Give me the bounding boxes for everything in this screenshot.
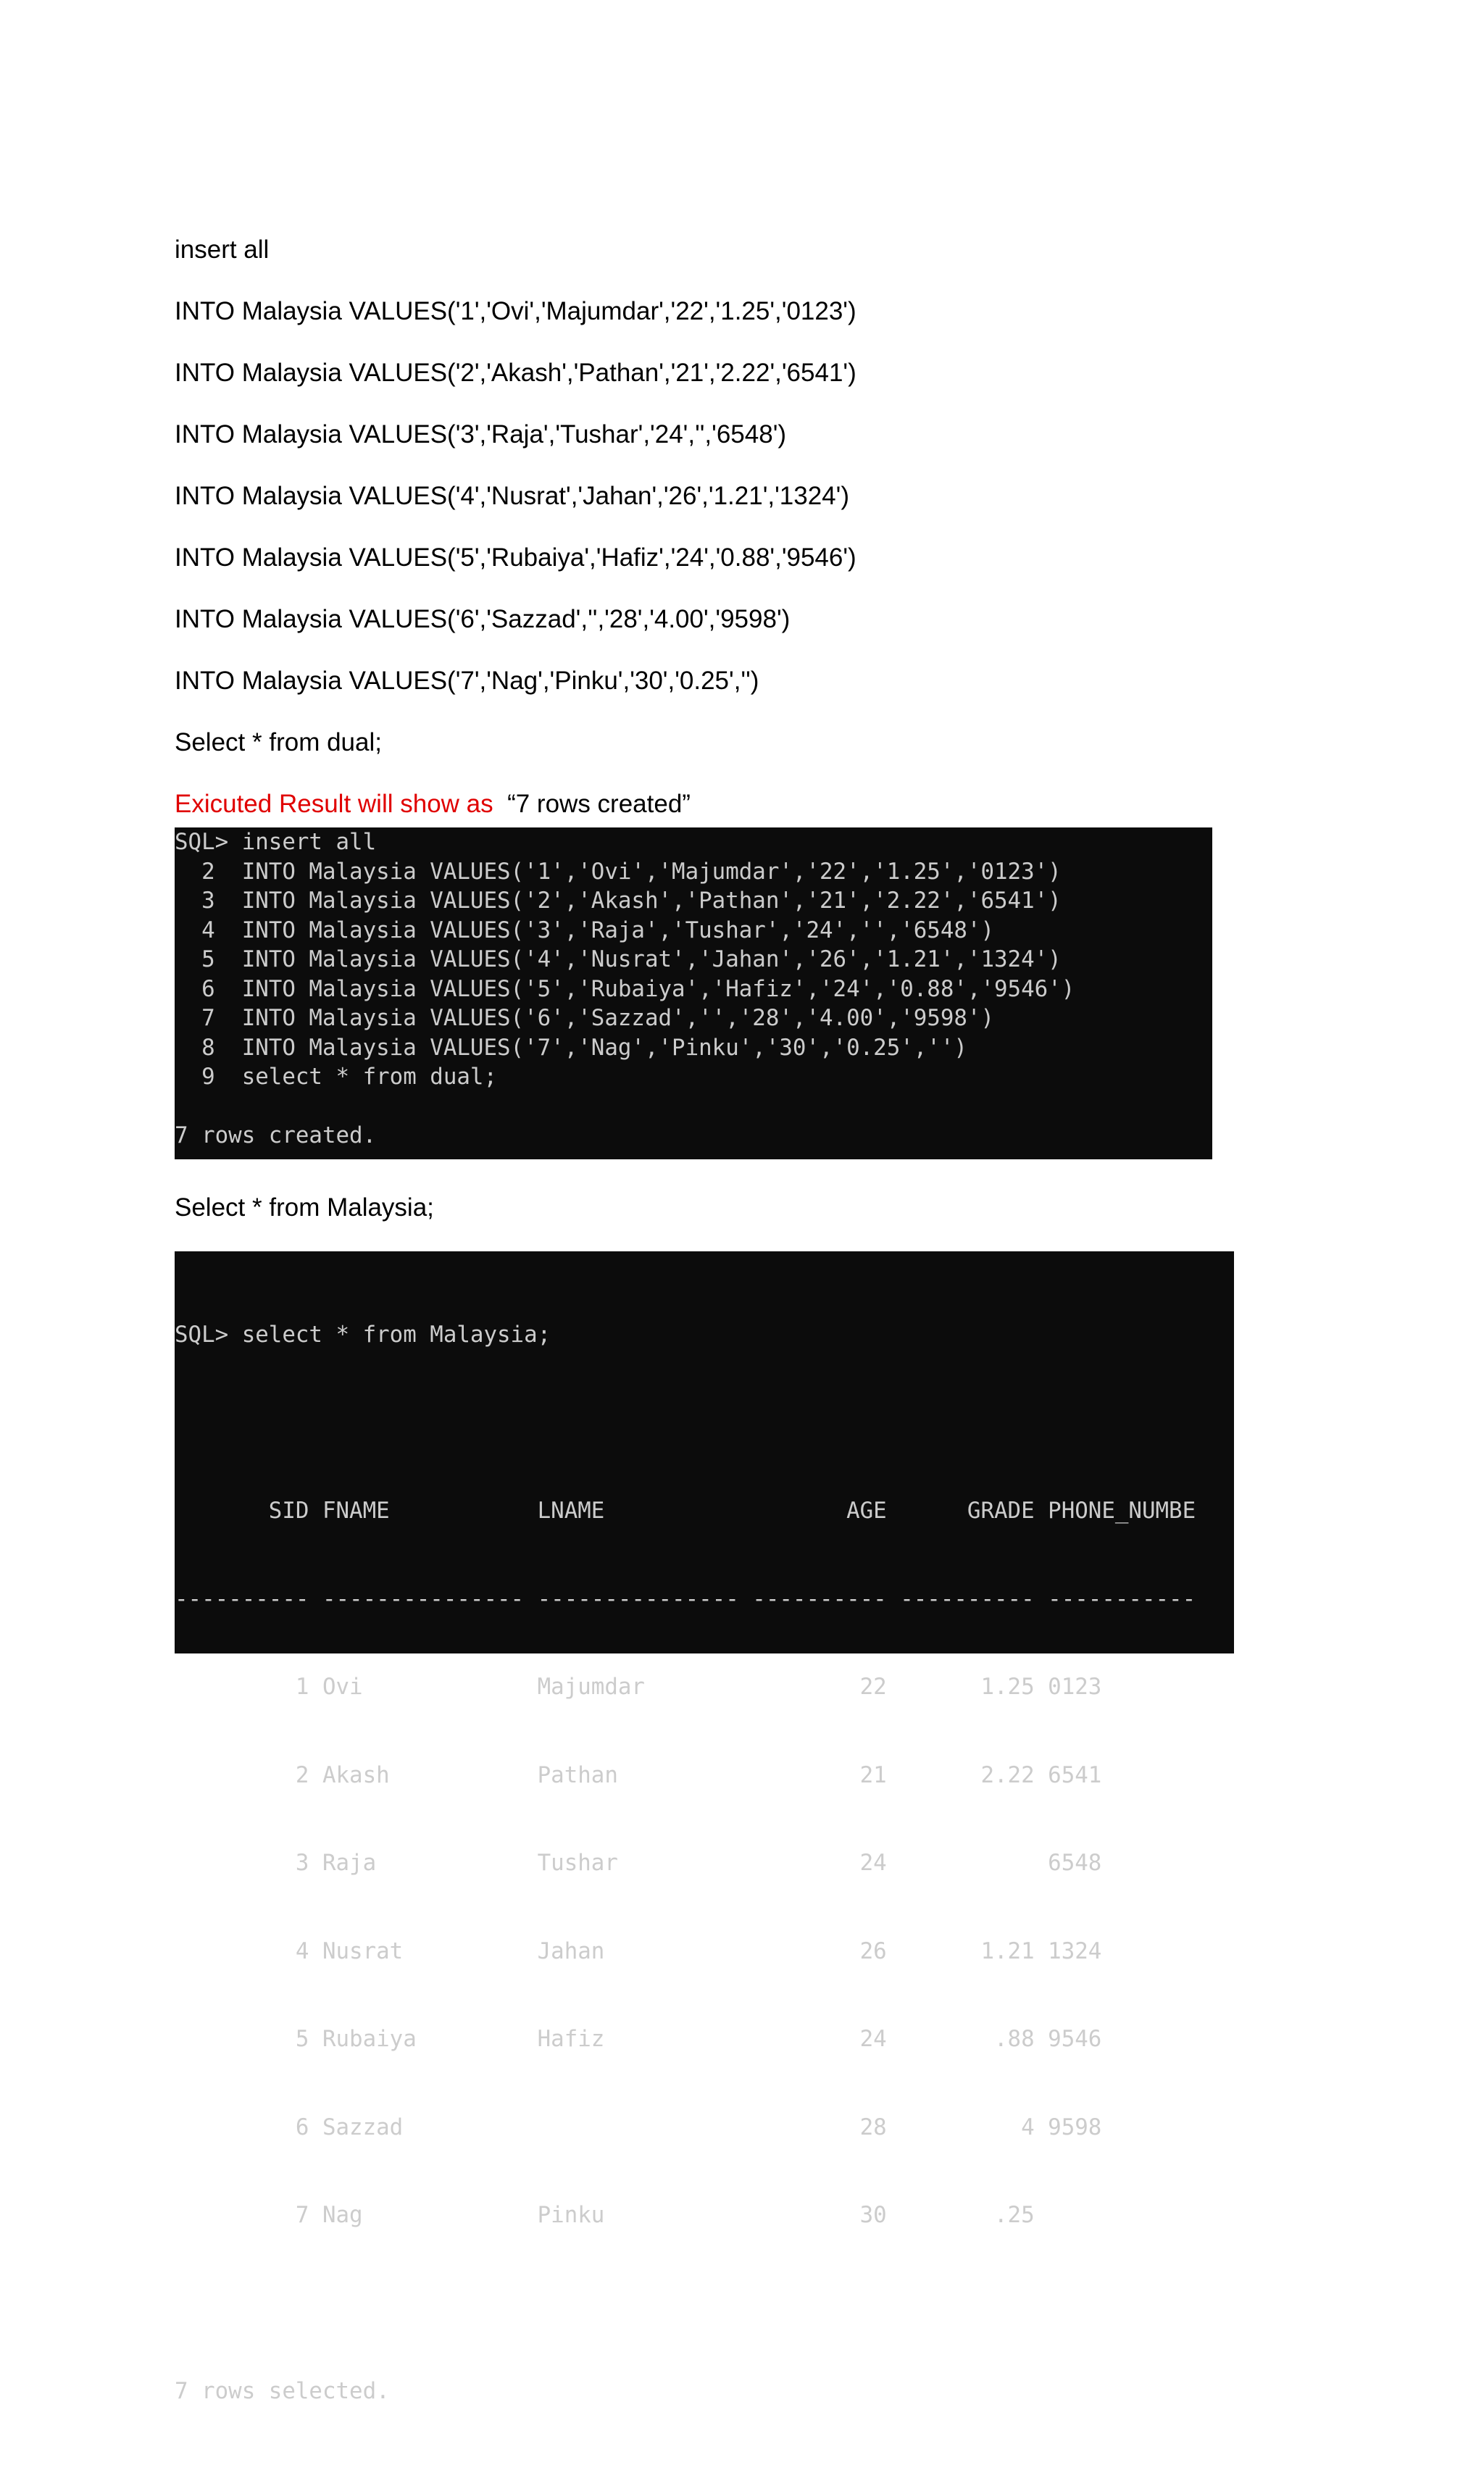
into-line-2: INTO Malaysia VALUES('2','Akash','Pathan','21','2.22','6541') — [175, 359, 856, 387]
terminal-footer: 7 rows selected. — [175, 2378, 390, 2404]
terminal-line: 6 INTO Malaysia VALUES('5','Rubaiya','Hafiz','24','0.88','9546') — [175, 975, 1075, 1002]
table-row: 3 Raja Tushar 24 6548 — [175, 1850, 1102, 1876]
into-line-3: INTO Malaysia VALUES('3','Raja','Tushar','24','','6548') — [175, 420, 787, 449]
terminal-insert-lines — [175, 827, 1075, 1151]
terminal-line: 7 rows created. — [175, 1122, 377, 1148]
into-line-1: INTO Malaysia VALUES('1','Ovi','Majumdar','22','1.25','0123') — [175, 297, 856, 325]
table-row: 7 Nag Pinku 30 .25 — [175, 2202, 1035, 2228]
table-row: 1 Ovi Majumdar 22 1.25 0123 — [175, 1674, 1102, 1700]
insert-all-text: insert all — [175, 235, 270, 264]
terminal-line: 2 INTO Malaysia VALUES('1','Ovi','Majumdar','22','1.25','0123') — [175, 858, 1062, 885]
terminal-prompt: SQL> insert all — [175, 829, 377, 855]
into-line-7: INTO Malaysia VALUES('7','Nag','Pinku','30','0.25','') — [175, 667, 759, 695]
table-row: 4 Nusrat Jahan 26 1.21 1324 — [175, 1938, 1102, 1964]
terminal-blank — [175, 1409, 1196, 1438]
terminal-line: 9 select * from dual; — [175, 1064, 497, 1090]
result-note — [175, 790, 691, 819]
table-header: SID FNAME LNAME AGE GRADE PHONE_NUMBE — [175, 1498, 1196, 1524]
terminal-blank — [175, 2289, 1196, 2319]
result-note-red: Exicuted Result will show as — [175, 790, 493, 818]
terminal-line: 8 INTO Malaysia VALUES('7','Nag','Pinku','30','0.25','') — [175, 1034, 967, 1061]
terminal-line: 5 INTO Malaysia VALUES('4','Nusrat','Jahan','26','1.21','1324') — [175, 946, 1062, 972]
select-dual-text: Select * from dual; — [175, 728, 382, 756]
terminal-line: 3 INTO Malaysia VALUES('2','Akash','Pathan','21','2.22','6541') — [175, 888, 1062, 914]
terminal-select-lines — [175, 1261, 1196, 2465]
into-line-5: INTO Malaysia VALUES('5','Rubaiya','Hafiz','24','0.88','9546') — [175, 543, 856, 572]
terminal-line: 4 INTO Malaysia VALUES('3','Raja','Tushar','24','','6548') — [175, 917, 995, 943]
terminal-insert-output — [175, 827, 1212, 1159]
terminal-line: 7 INTO Malaysia VALUES('6','Sazzad','','28','4.00','9598') — [175, 1005, 995, 1031]
terminal-select-output — [175, 1251, 1234, 2404]
table-row: 2 Akash Pathan 21 2.22 6541 — [175, 1761, 1102, 1788]
table-row: 5 Rubaiya Hafiz 24 .88 9546 — [175, 2026, 1102, 2052]
terminal-prompt: SQL> select * from Malaysia; — [175, 1322, 551, 1348]
result-note-quote: “7 rows created” — [493, 790, 691, 818]
select-malaysia-text: Select * from Malaysia; — [175, 1193, 434, 1222]
into-line-4: INTO Malaysia VALUES('4','Nusrat','Jahan','26','1.21','1324') — [175, 482, 849, 510]
table-row: 6 Sazzad 28 4 9598 — [175, 2114, 1102, 2140]
terminal-blank — [175, 1092, 1075, 1122]
into-line-6: INTO Malaysia VALUES('6','Sazzad','','28','4.00','9598') — [175, 605, 791, 633]
table-divider: ---------- --------------- --------------- ---------- ---------- ----------- — [175, 1585, 1196, 1612]
